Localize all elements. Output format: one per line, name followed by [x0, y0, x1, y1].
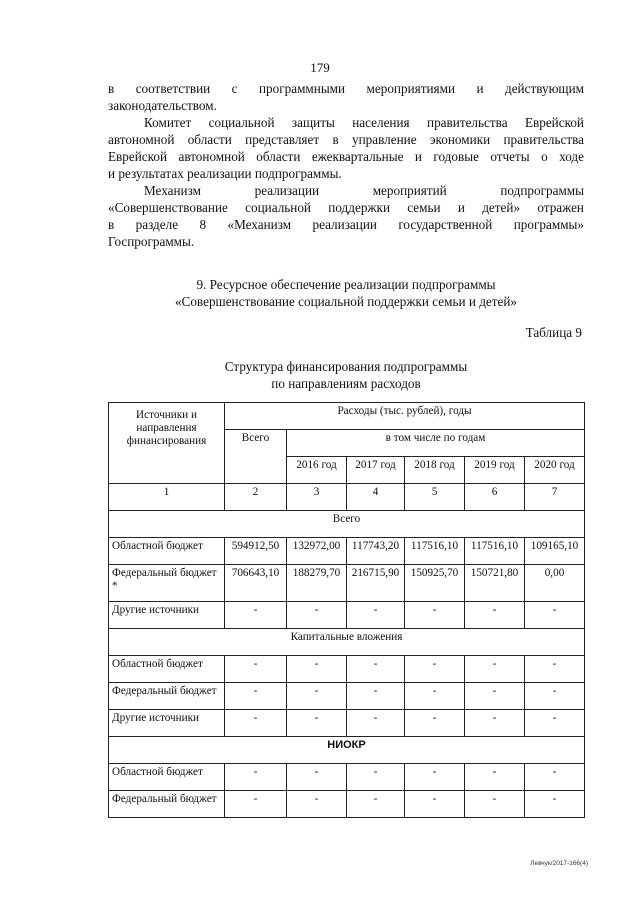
value-cell: - [347, 602, 405, 629]
value-cell: 188279,70 [287, 565, 347, 602]
text-line: законодательством. [108, 98, 217, 113]
header-year: 2019 год [465, 457, 525, 484]
table-row [109, 538, 585, 565]
table-index-row [109, 484, 585, 511]
value-cell: 216715,90 [347, 565, 405, 602]
value-cell: - [525, 683, 585, 710]
table-section-row [109, 737, 585, 764]
value-cell: 117516,10 [405, 538, 465, 565]
value-cell: 150721,80 [465, 565, 525, 602]
text-line: автономной области представляет в управление экономики правительства [108, 132, 584, 147]
text-line: в разделе 8 «Механизм реализации государственной программы» [108, 217, 584, 232]
value-cell: - [465, 791, 525, 818]
row-label: Федеральный бюджет * [109, 565, 225, 602]
index-cell: 3 [287, 484, 347, 511]
paragraph-mechanism [108, 182, 584, 250]
value-cell: - [287, 764, 347, 791]
value-cell: - [347, 791, 405, 818]
value-cell: - [405, 764, 465, 791]
section-heading: НИОКР [109, 737, 585, 764]
row-label: Областной бюджет [109, 538, 225, 565]
value-cell: 150925,70 [405, 565, 465, 602]
table-row [109, 710, 585, 737]
text-line: Госпрограммы. [108, 234, 195, 249]
value-cell: - [225, 764, 287, 791]
table-row [109, 683, 585, 710]
value-cell: - [405, 710, 465, 737]
value-cell: - [287, 683, 347, 710]
header-source: Источники и направления финансирования [109, 403, 225, 484]
table-row [109, 764, 585, 791]
table-section-row [109, 511, 585, 538]
value-cell: - [405, 791, 465, 818]
value-cell: - [465, 710, 525, 737]
text-line: «Совершенствование социальной поддержки семьи и детей» отражен [108, 200, 584, 215]
value-cell: 109165,10 [525, 538, 585, 565]
value-cell: - [525, 764, 585, 791]
value-cell: - [405, 656, 465, 683]
section-heading: Капитальные вложения [109, 629, 585, 656]
table-section-row [109, 629, 585, 656]
table-header-row [109, 403, 585, 430]
index-cell: 2 [225, 484, 287, 511]
value-cell: - [225, 602, 287, 629]
table-title [108, 358, 584, 392]
value-cell: - [465, 764, 525, 791]
index-cell: 7 [525, 484, 585, 511]
value-cell: - [287, 602, 347, 629]
page-number: 179 [310, 60, 330, 75]
paragraph-reports [108, 114, 584, 182]
value-cell: - [287, 710, 347, 737]
table-label: Таблица 9 [525, 325, 582, 340]
value-cell: - [347, 764, 405, 791]
value-cell: 132972,00 [287, 538, 347, 565]
value-cell: 117516,10 [465, 538, 525, 565]
row-label: Другие источники [109, 602, 225, 629]
table-row [109, 791, 585, 818]
value-cell: - [465, 683, 525, 710]
value-cell: - [465, 656, 525, 683]
financing-table [108, 402, 585, 818]
table-title-line: по направлениям расходов [271, 376, 421, 391]
value-cell: - [405, 602, 465, 629]
value-cell: 0,00 [525, 565, 585, 602]
table-row [109, 602, 585, 629]
value-cell: - [465, 602, 525, 629]
header-expenses: Расходы (тыс. рублей), годы [225, 403, 585, 430]
text-line: и результатах реализации подпрограммы. [108, 166, 342, 181]
text-line: Еврейской автономной области ежеквартальные и годовые отчеты о ходе [108, 149, 584, 164]
value-cell: - [525, 602, 585, 629]
row-label: Федеральный бюджет [109, 683, 225, 710]
value-cell: - [525, 791, 585, 818]
header-year: 2018 год [405, 457, 465, 484]
table-title-line: Структура финансирования подпрограммы [224, 359, 468, 374]
value-cell: - [225, 656, 287, 683]
value-cell: - [225, 791, 287, 818]
table-row [109, 565, 585, 602]
row-label: Федеральный бюджет [109, 791, 225, 818]
row-label: Областной бюджет [109, 764, 225, 791]
value-cell: - [525, 710, 585, 737]
text-line: в соответствии с программными мероприятиями и действующим [108, 81, 584, 96]
value-cell: - [287, 791, 347, 818]
section-title-line: «Совершенствование социальной поддержки семьи и детей» [174, 294, 518, 309]
value-cell: 117743,20 [347, 538, 405, 565]
index-cell: 1 [109, 484, 225, 511]
header-year: 2016 год [287, 457, 347, 484]
value-cell: 706643,10 [225, 565, 287, 602]
value-cell: 594912,50 [225, 538, 287, 565]
section-heading: Всего [109, 511, 585, 538]
section-title-line: 9. Ресурсное обеспечение реализации подпрограммы [196, 277, 496, 292]
value-cell: - [347, 656, 405, 683]
header-by-years: в том числе по годам [287, 430, 585, 457]
value-cell: - [225, 683, 287, 710]
value-cell: - [347, 710, 405, 737]
index-cell: 5 [405, 484, 465, 511]
index-cell: 6 [465, 484, 525, 511]
header-year: 2017 год [347, 457, 405, 484]
index-cell: 4 [347, 484, 405, 511]
text-line: Комитет социальной защиты населения правительства Еврейской [144, 115, 584, 130]
value-cell: - [287, 656, 347, 683]
header-year: 2020 год [525, 457, 585, 484]
document-code: Левчук/2017-166(4) [530, 860, 588, 867]
value-cell: - [347, 683, 405, 710]
row-label: Другие источники [109, 710, 225, 737]
text-line: Механизм реализации мероприятий подпрограммы [144, 183, 584, 198]
value-cell: - [525, 656, 585, 683]
row-label: Областной бюджет [109, 656, 225, 683]
section-title [108, 276, 584, 310]
paragraph-legislation [108, 80, 584, 114]
value-cell: - [405, 683, 465, 710]
table-row [109, 656, 585, 683]
header-total: Всего [225, 430, 287, 484]
value-cell: - [225, 710, 287, 737]
